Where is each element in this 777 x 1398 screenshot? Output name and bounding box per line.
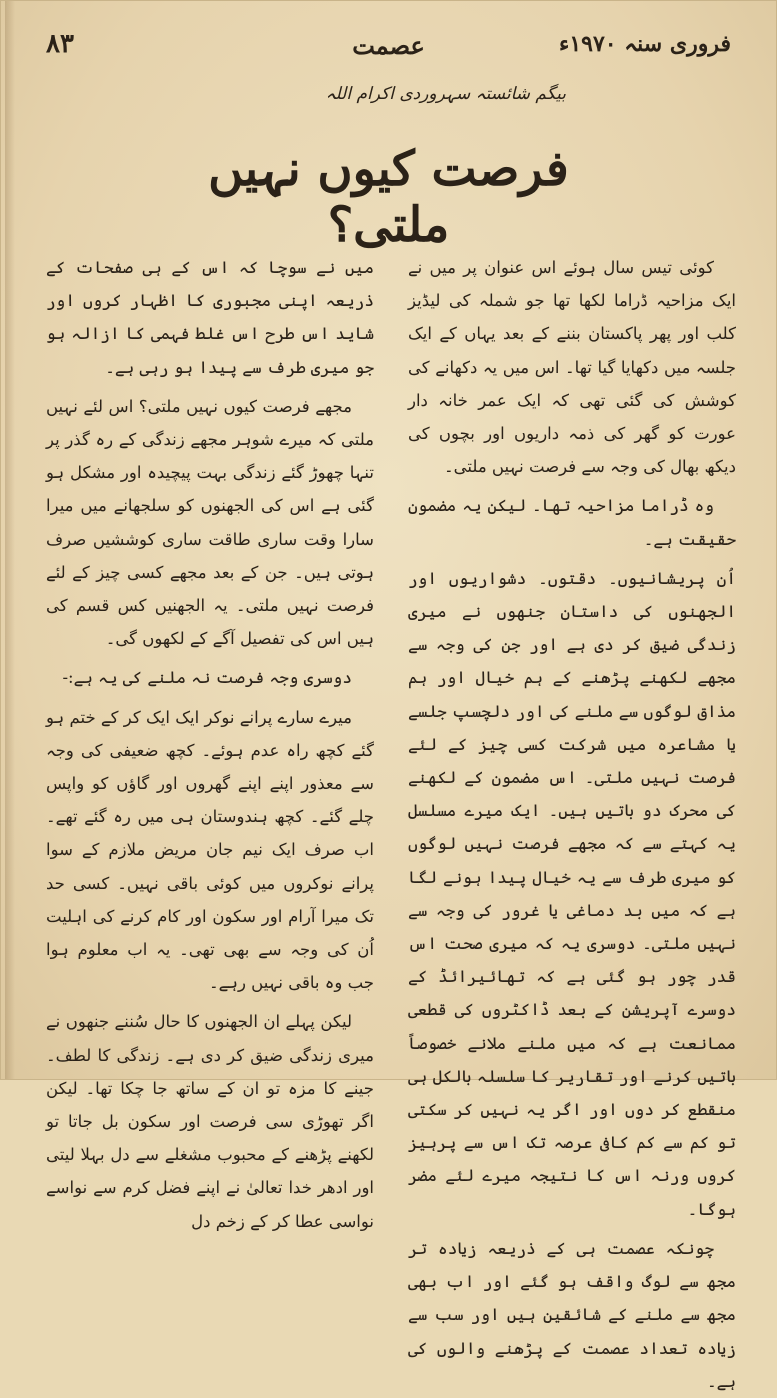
magazine-title: عصمت bbox=[352, 31, 425, 60]
page-number: ۸۳ bbox=[46, 29, 74, 59]
page-header bbox=[46, 29, 731, 69]
paragraph: کوئی تیس سال ہوئے اس عنوان پر میں نے ایک مزاحیہ ڈراما لکھا تھا جو شملہ کی لیڈیز کلب اور پھر پاکستان بننے کے بعد یہاں کے ایک جلسہ میں دکھایا گیا تھا۔ اس میں یہ دکھانے کی کوشش کی گئی تھی کہ ایک عمر خانہ دار عورت کو گھر کی ذمہ داریوں اور بچوں کی دیکھ بھال کی وجہ سے فرصت نہیں ملتی۔ bbox=[408, 258, 736, 477]
article-author: بیگم شائستہ سہروردی اکرام اللہ bbox=[325, 84, 566, 104]
paragraph: اُن پریشانیوں۔ دقتوں۔ دشواریوں اور الجھنوں کی داستان جنھوں نے میری زندگی ضیق کر دی ہے اور جن کی وجہ سے مجھے لکھنے پڑھنے کے ہم خیال اور ہم مذاق لوگوں سے ملنے کی اور دلچسپ جلسے یا مشاعرہ میں شرکت کسی چیز کے لئے فرصت نہیں ملتی۔ اس مضمون کے لکھنے کی محرک دو باتیں ہیں۔ ایک میرے مسلسل یہ کہتے سے کہ مجھے فرصت نہیں لوگوں کو میری طرف سے یہ خیال پیدا ہونے لگا ہے کہ میں بد دماغی یا غرور کی وجہ سے نہیں ملتی۔ دوسری یہ کہ میری صحت اس قدر چور ہو گئی ہے کہ تھائیرائڈ کے دوسرے آپریشن کے بعد ڈاکٹروں کی قطعی ممانعت ہے کہ میں ملنے ملانے خصوصاً باتیں کرنے اور تقاریر کا سلسلہ بالکل ہی منقطع کر دوں اور اگر یہ نہیں کر سکتی تو کم سے کم کافی عرصہ تک اس سے پرہیز کروں ورنہ اس کا نتیجہ میرے لئے مضر ہوگا۔ bbox=[408, 568, 736, 1219]
paragraph: مجھے فرصت کیوں نہیں ملتی؟ اس لئے نہیں ملتی کہ میرے شوہر مجھے زندگی کے رہ گذر پر تنہا چھوڑ گئے زندگی بہت پیچیدہ اور مشکل ہو گئی ہے اس کی الجھنوں کو سلجھانے میں میرا سارا وقت ساری طاقت ساری کوششیں صرف ہوتی ہیں۔ جن کے بعد مجھے کسی چیز کے لئے فرصت نہیں ملتی۔ یہ الجھنیں کس قسم کی ہیں اس کی تفصیل آگے کے لکھوں گی۔ bbox=[46, 396, 374, 649]
article-body bbox=[46, 251, 736, 1391]
binding-shadow bbox=[5, 1, 15, 1079]
paragraph: دوسری وجہ فرصت نہ ملنے کی یہ ہے:- bbox=[62, 668, 352, 688]
paragraph: میں نے سوچا کہ اس کے ہی صفحات کے ذریعہ اپنی مجبوری کا اظہار کروں اور شاید اس طرح اس غلط فہمی کا ازالہ ہو جو میری طرف سے پیدا ہو رہی ہے۔ bbox=[46, 258, 374, 377]
left-column bbox=[46, 251, 374, 1231]
article-title: فرصت کیوں نہیں ملتی؟ bbox=[208, 141, 569, 253]
issue-date: فروری سنہ ۱۹۷۰ء bbox=[558, 31, 731, 57]
paragraph: وہ ڈراما مزاحیہ تھا۔ لیکن یہ مضمون حقیقت ہے۔ bbox=[408, 496, 736, 549]
right-column bbox=[408, 251, 736, 1391]
paragraph: لیکن پہلے ان الجھنوں کا حال سُننے جنھوں نے میری زندگی ضیق کر دی ہے۔ زندگی کا لطف۔ جینے کا مزہ تو ان کے ساتھ جا چکا تھا۔ لیکن اگر تھوڑی سی فرصت اور سکون بل جاتا تو لکھنے پڑھنے کے محبوب مشغلے سے دل بہلا لیتی اور ادھر خدا تعالیٰ نے اپنے فضل کرم سے نواسے نواسی عطا کر کے زخم دل bbox=[46, 1012, 374, 1231]
paragraph: چونکہ عصمت ہی کے ذریعہ زیادہ تر مجھ سے لوگ واقف ہو گئے اور اب بھی مجھ سے ملنے کے شائقین ہیں اور سب سے زیادہ تعداد عصمت کے پڑھنے والوں کی ہے۔ bbox=[408, 1238, 736, 1391]
paragraph: میرے سارے پرانے نوکر ایک ایک کر کے ختم ہو گئے کچھ راہ عدم ہوئے۔ کچھ ضعیفی کی وجہ سے معذور اپنے اپنے گھروں اور گاؤں کو واپس چلے گئے۔ کچھ ہندوستان ہی میں رہ گئے تھے۔ اب صرف ایک نیم جان مریض ملازم کے سوا پرانے نوکروں میں کوئی باقی نہیں۔ کسی حد تک میرا آرام اور سکون اور کام کرنے کی اہلیت اُن کی وجہ سے بھی تھی۔ یہ اب معلوم ہوا جب وہ باقی نہیں رہے۔ bbox=[46, 707, 374, 993]
